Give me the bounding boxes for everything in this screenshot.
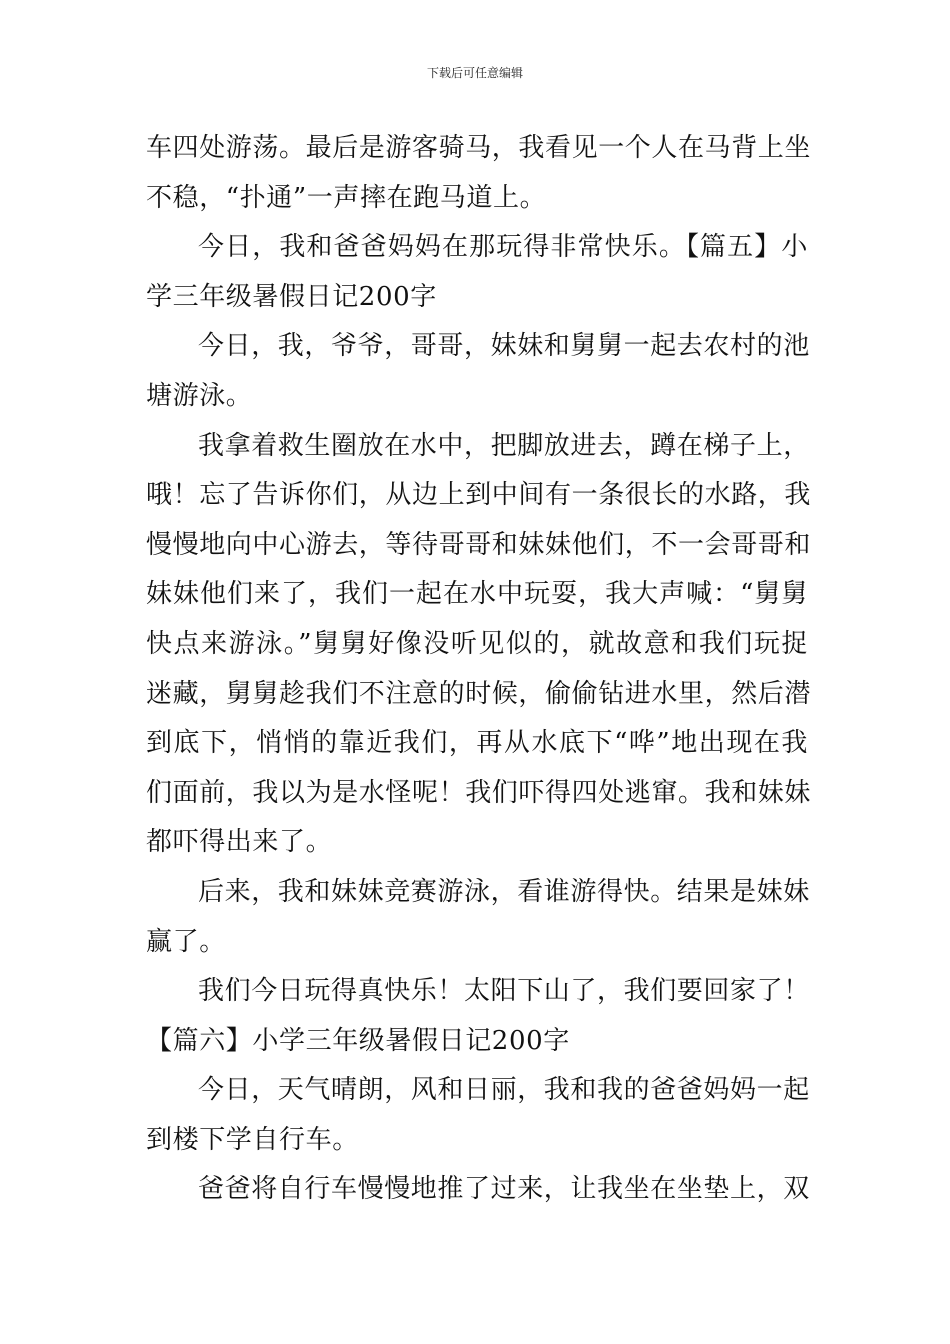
text-line-3: 今日，我和爸爸妈妈在那玩得非常快乐。【篇五】小 <box>198 232 808 263</box>
text-line-16: 后来，我和妹妹竞赛游泳，看谁游得快。结果是妹妹 <box>198 876 810 907</box>
text-line-11: 快点来游泳。”舅舅好像没听见似的，就故意和我们玩捉 <box>146 628 808 659</box>
text-line-7: 我拿着救生圈放在水中，把脚放进去，蹲在梯子上， <box>198 430 810 461</box>
text-line-22: 爸爸将自行车慢慢地推了过来，让我坐在坐垫上，双 <box>198 1174 810 1205</box>
text-line-4: 学三年级暑假日记200字 <box>146 281 437 312</box>
document-body <box>146 124 812 1215</box>
text-line-6: 塘游泳。 <box>146 380 253 411</box>
text-line-2: 不稳，“扑通”一声摔在跑马道上。 <box>146 182 547 213</box>
text-line-13: 到底下，悄悄的靠近我们，再从水底下“哗”地出现在我 <box>146 728 808 759</box>
text-line-10: 妹妹他们来了，我们一起在水中玩耍，我大声喊：“舅舅 <box>146 579 808 610</box>
text-line-1: 车四处游荡。最后是游客骑马，我看见一个人在马背上坐 <box>146 133 812 163</box>
text-line-9: 慢慢地向中心游去，等待哥哥和妹妹他们，不一会哥哥和 <box>146 529 812 560</box>
text-line-14: 们面前，我以为是水怪呢！我们吓得四处逃窜。我和妹妹 <box>146 777 812 808</box>
text-line-12: 迷藏，舅舅趁我们不注意的时候，偷偷钻进水里，然后潜 <box>146 678 812 709</box>
text-line-5: 今日，我，爷爷，哥哥，妹妹和舅舅一起去农村的池 <box>198 331 810 362</box>
text-line-19: 【篇六】小学三年级暑假日记200字 <box>146 1025 570 1056</box>
text-line-18: 我们今日玩得真快乐！太阳下山了，我们要回家了！ <box>198 976 810 1007</box>
text-line-8: 哦！忘了告诉你们，从边上到中间有一条很长的水路，我 <box>146 480 812 511</box>
text-line-20: 今日，天气晴朗，风和日丽，我和我的爸爸妈妈一起 <box>198 1075 810 1106</box>
page-header: 下载后可任意编辑 <box>426 66 523 80</box>
text-line-21: 到楼下学自行车。 <box>146 1124 359 1155</box>
text-line-17: 赢了。 <box>146 926 226 957</box>
text-line-15: 都吓得出来了。 <box>146 827 333 858</box>
